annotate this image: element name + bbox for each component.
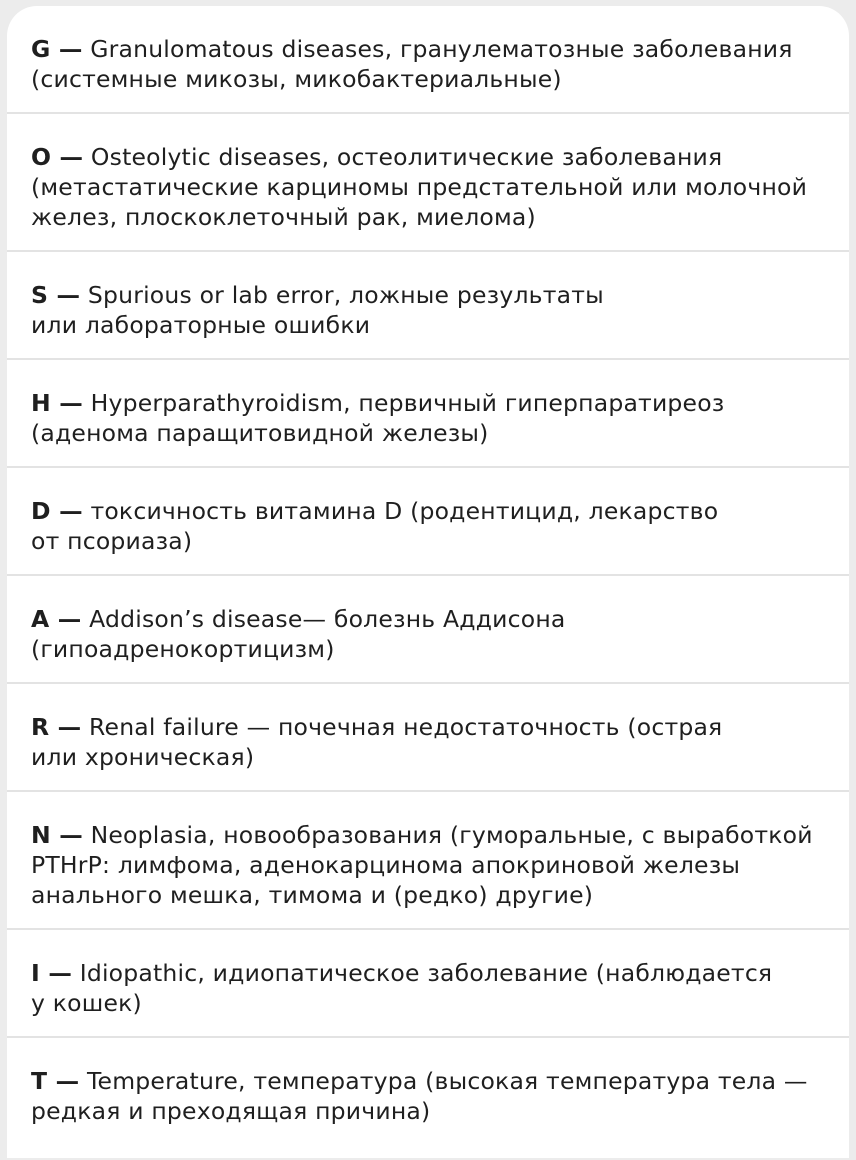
list-item xyxy=(7,6,849,114)
item-letter: O — xyxy=(31,143,84,171)
item-letter: N — xyxy=(31,821,83,849)
item-text: Temperature, температура (высокая температура тела — редкая и преходящая причина) xyxy=(31,1067,808,1125)
item-text: токсичность витамина D (родентицид, лекарство от псориаза) xyxy=(31,497,719,555)
item-text: Idiopathic, идиопатическое заболевание (наблюдается у кошек) xyxy=(31,959,773,1017)
list-item xyxy=(7,468,849,576)
list-item xyxy=(7,1038,849,1146)
list-item xyxy=(7,114,849,252)
item-text: Hyperparathyroidism, первичный гиперпаратиреоз (аденома паращитовидной железы) xyxy=(31,389,725,447)
list-item xyxy=(7,684,849,792)
item-text: Osteolytic diseases, остеолитические заболевания (метастатические карциномы предстательной или молочной желез, плоскоклеточный рак, миелома) xyxy=(31,143,808,231)
item-letter: S — xyxy=(31,281,81,309)
gosh-darnit-mnemonic-card xyxy=(7,6,849,1158)
item-text: Granulomatous diseases, гранулематозные заболевания (системные микозы, микобактериальные) xyxy=(31,35,793,93)
item-letter: H — xyxy=(31,389,83,417)
list-item xyxy=(7,252,849,360)
list-item xyxy=(7,576,849,684)
item-text: Addison’s disease— болезнь Аддисона (гипоадренокортицизм) xyxy=(31,605,566,663)
item-text: Spurious or lab error, ложные результаты или лабораторные ошибки xyxy=(31,281,604,339)
list-item xyxy=(7,360,849,468)
item-letter: I — xyxy=(31,959,73,987)
list-item xyxy=(7,792,849,930)
item-letter: T — xyxy=(31,1067,80,1095)
mnemonic-list xyxy=(7,6,849,1146)
item-letter: R — xyxy=(31,713,82,741)
item-letter: A — xyxy=(31,605,82,633)
item-text: Neoplasia, новообразования (гуморальные, с выработкой PTHrP: лимфома, аденокарцинома апокриновой железы анального мешка, тимома и (редко) другие) xyxy=(31,821,813,909)
item-letter: D — xyxy=(31,497,83,525)
list-item xyxy=(7,930,849,1038)
item-letter: G — xyxy=(31,35,83,63)
item-text: Renal failure — почечная недостаточность (острая или хроническая) xyxy=(31,713,723,771)
